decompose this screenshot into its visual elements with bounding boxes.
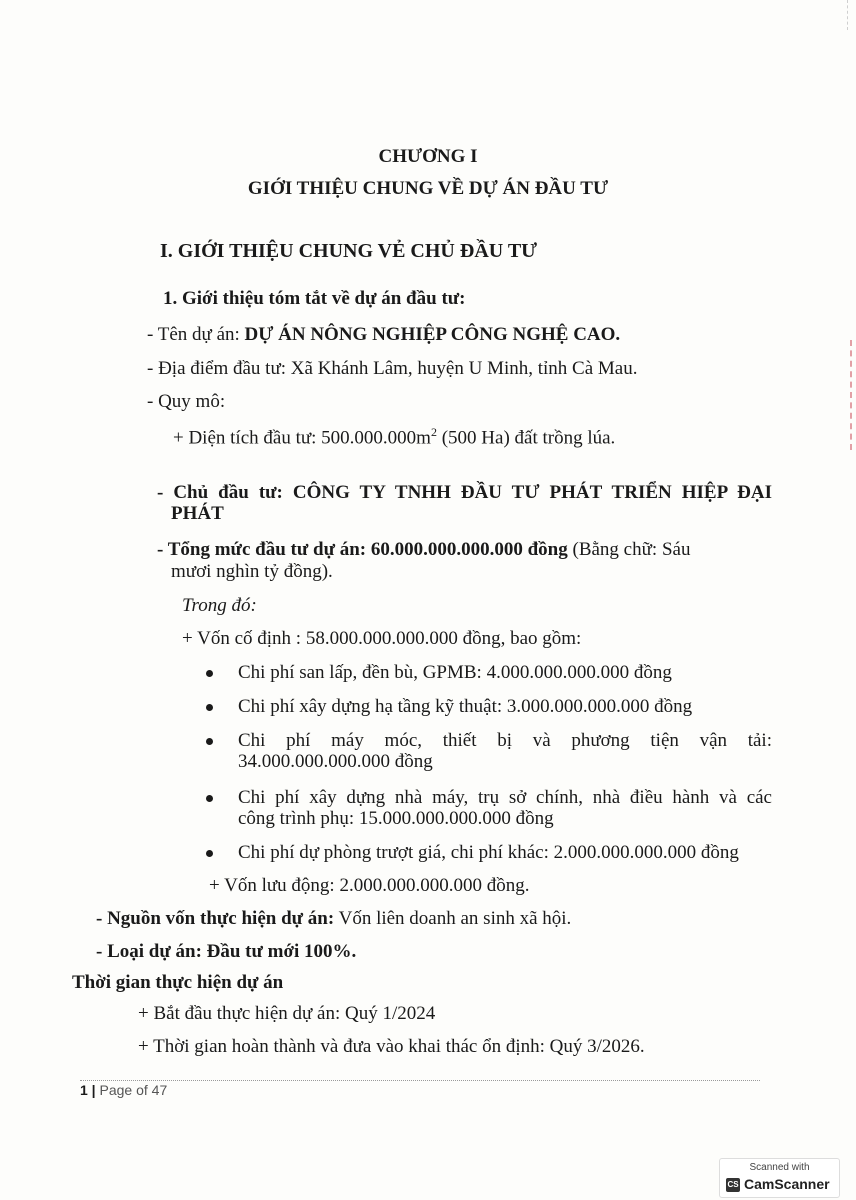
stamp-edge-mark (850, 340, 856, 450)
funding-source-label: - Nguồn vốn thực hiện dự án: (96, 908, 335, 929)
area-line (173, 425, 615, 449)
camscanner-stamp (719, 1158, 840, 1198)
chapter-heading: CHƯƠNG I (378, 146, 478, 167)
total-investment-bold: - Tổng mức đầu tư dự án: 60.000.000.000.000 đồng (157, 539, 568, 560)
bullet-icon (206, 795, 213, 802)
total-investment-line-1 (157, 539, 773, 561)
project-name-label: - Tên dự án: (147, 324, 245, 345)
bullet-icon (206, 850, 213, 857)
total-investment-words-start: (Bằng chữ: Sáu (567, 539, 691, 560)
bullet-icon (206, 704, 213, 711)
page-footer (80, 1082, 167, 1098)
project-name-value: DỰ ÁN NÔNG NGHIỆP CÔNG NGHỆ CAO. (244, 324, 621, 345)
area-suffix: (500 Ha) đất trồng lúa. (436, 427, 616, 449)
timeline-title: Thời gian thực hiện dự án (72, 972, 284, 993)
funding-source-line (96, 908, 571, 930)
cost-item-4-line-2: công trình phụ: 15.000.000.000.000 đồng (238, 808, 554, 829)
camscanner-logo-icon: CS (726, 1178, 740, 1192)
scanned-with-text: Scanned with (749, 1162, 810, 1173)
timeline-finish: + Thời gian hoàn thành và đưa vào khai thác ổn định: Quý 3/2026. (138, 1036, 645, 1057)
page-number: 1 (80, 1082, 88, 1098)
project-type-line: - Loại dự án: Đầu tư mới 100%. (96, 941, 357, 962)
cost-item-3-line-1: Chi phí máy móc, thiết bị và phương tiện vận tải: (238, 730, 772, 751)
area-prefix: + Diện tích đầu tư: 500.000.000m (173, 427, 431, 449)
scan-edge-mark-top (847, 0, 850, 30)
cost-item-5: Chi phí dự phòng trượt giá, chi phí khác: 2.000.000.000.000 đồng (238, 842, 739, 863)
scale-label: - Quy mô: (147, 391, 226, 412)
cost-item-4-line-1: Chi phí xây dựng nhà máy, trụ sở chính, nhà điều hành và các (238, 787, 772, 808)
area-superscript: 2 (430, 425, 437, 439)
breakdown-intro: Trong đó: (182, 595, 257, 616)
funding-source-value: Vốn liên doanh an sinh xã hội. (334, 908, 572, 929)
timeline-start: + Bắt đầu thực hiện dự án: Quý 1/2024 (138, 1003, 436, 1024)
investor-line-2: PHÁT (171, 503, 224, 524)
chapter-title: GIỚI THIỆU CHUNG VỀ DỰ ÁN ĐẦU TƯ (247, 178, 609, 199)
subsection-title: 1. Giới thiệu tóm tắt về dự án đầu tư: (163, 288, 466, 309)
fixed-capital-line: + Vốn cố định : 58.000.000.000.000 đồng, bao gồm: (182, 628, 582, 649)
location-line: - Địa điểm đầu tư: Xã Khánh Lâm, huyện U Minh, tỉnh Cà Mau. (147, 358, 638, 379)
camscanner-name: CamScanner (744, 1176, 830, 1192)
working-capital-line: + Vốn lưu động: 2.000.000.000.000 đồng. (209, 875, 530, 896)
investor-line-1: - Chủ đầu tư: CÔNG TY TNHH ĐẦU TƯ PHÁT TRIỂN HIỆP ĐẠI (157, 482, 772, 503)
bullet-icon (206, 670, 213, 677)
cost-item-2: Chi phí xây dựng hạ tầng kỹ thuật: 3.000.000.000.000 đồng (238, 696, 693, 717)
page-separator: | (87, 1082, 100, 1098)
page-count-text: Page of 47 (99, 1082, 168, 1098)
cost-item-3-line-2: 34.000.000.000.000 đồng (238, 751, 433, 772)
project-name-line (147, 324, 620, 346)
bullet-icon (206, 738, 213, 745)
total-investment-line-2: mươi nghìn tỷ đồng). (171, 561, 333, 582)
cost-item-1: Chi phí san lấp, đền bù, GPMB: 4.000.000.000.000 đồng (238, 662, 672, 683)
section-title: I. GIỚI THIỆU CHUNG VẺ CHỦ ĐẦU TƯ (160, 240, 538, 262)
footer-divider (80, 1080, 760, 1081)
